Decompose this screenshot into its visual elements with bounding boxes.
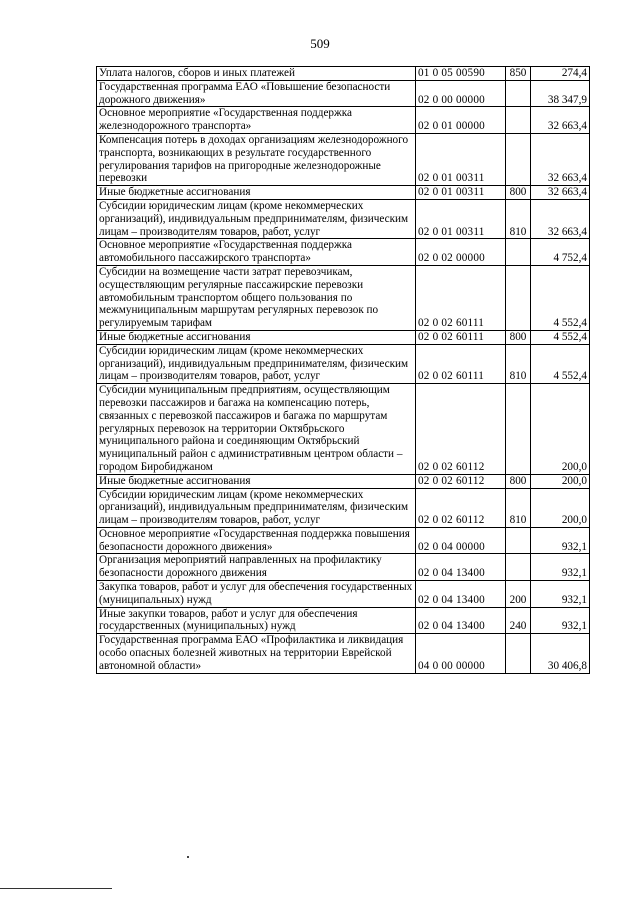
row-expense-type: 850 [506,67,531,81]
table-row [97,474,590,488]
row-target-code: 04 0 00 00000 [416,634,506,673]
row-description: Иные закупки товаров, работ и услуг для обеспечения государственных (муниципальных) нужд [97,607,416,634]
row-amount: 4 552,4 [531,330,590,344]
row-expense-type [506,634,531,673]
row-expense-type: 800 [506,186,531,200]
row-description: Основное мероприятие «Государственная поддержка железнодорожного транспорта» [97,107,416,134]
row-expense-type [506,554,531,581]
row-expense-type [506,107,531,134]
row-amount: 200,0 [531,384,590,475]
row-expense-type: 810 [506,344,531,383]
row-expense-type: 200 [506,581,531,608]
table-row [97,265,590,330]
row-description: Иные бюджетные ассигнования [97,474,416,488]
table-row [97,330,590,344]
row-amount: 932,1 [531,554,590,581]
table-row [97,488,590,527]
row-target-code: 02 0 00 00000 [416,80,506,107]
row-amount: 32 663,4 [531,133,590,185]
row-amount: 38 347,9 [531,80,590,107]
row-amount: 4 552,4 [531,265,590,330]
row-description: Иные бюджетные ассигнования [97,186,416,200]
footnote-rule [0,888,112,889]
table-row [97,133,590,185]
page-number: 509 [310,36,330,51]
row-target-code: 02 0 04 00000 [416,527,506,554]
row-expense-type [506,80,531,107]
row-description: Субсидии юридическим лицам (кроме некоммерческих организаций), индивидуальным предпринимателям, физическим лицам – производителям товаров, работ, услуг [97,488,416,527]
table-row [97,581,590,608]
table-row [97,634,590,673]
row-description: Иные бюджетные ассигнования [97,330,416,344]
row-expense-type [506,527,531,554]
table-row [97,239,590,266]
row-expense-type: 800 [506,474,531,488]
budget-table [96,66,590,674]
table-row [97,384,590,475]
row-amount: 932,1 [531,581,590,608]
table-row [97,554,590,581]
row-amount: 4 552,4 [531,344,590,383]
table-row [97,199,590,238]
row-description: Субсидии юридическим лицам (кроме некоммерческих организаций), индивидуальным предпринимателям, физическим лицам – производителям товаров, работ, услуг [97,199,416,238]
row-target-code: 02 0 02 60112 [416,384,506,475]
table-row [97,67,590,81]
row-target-code: 02 0 02 00000 [416,239,506,266]
table-row [97,186,590,200]
table-row [97,80,590,107]
row-description: Уплата налогов, сборов и иных платежей [97,67,416,81]
row-amount: 32 663,4 [531,186,590,200]
row-description: Компенсация потерь в доходах организациям железнодорожного транспорта, возникающих в результате государственного регулирования тарифов на пригородные железнодорожные перевозки [97,133,416,185]
row-target-code: 02 0 01 00311 [416,133,506,185]
row-expense-type [506,239,531,266]
row-amount: 32 663,4 [531,107,590,134]
row-target-code: 02 0 04 13400 [416,554,506,581]
row-target-code: 02 0 02 60112 [416,488,506,527]
table-row [97,107,590,134]
row-target-code: 02 0 01 00311 [416,186,506,200]
row-amount: 200,0 [531,474,590,488]
row-description: Государственная программа ЕАО «Профилактика и ликвидация особо опасных болезней животных на территории Еврейской автономной области» [97,634,416,673]
row-amount: 32 663,4 [531,199,590,238]
row-description: Субсидии на возмещение части затрат перевозчикам, осуществляющим регулярные пассажирские перевозки автомобильным транспортом общего пользования по межмуниципальным маршрутам регулярных перевозок по регулируемым тарифам [97,265,416,330]
scan-speck [187,856,189,858]
row-expense-type: 810 [506,199,531,238]
row-amount: 200,0 [531,488,590,527]
row-description: Субсидии муниципальным предприятиям, осуществляющим перевозки пассажиров и багажа на компенсацию потерь, связанных с перевозкой пассажиров и багажа по маршрутам регулярных перевозок на территории Октябрьского муниципального района и соединяющим Октябрьский муниципальный район с административным центром области – городом Биробиджаном [97,384,416,475]
table-row [97,344,590,383]
row-expense-type: 810 [506,488,531,527]
row-description: Закупка товаров, работ и услуг для обеспечения государственных (муниципальных) нужд [97,581,416,608]
row-description: Государственная программа ЕАО «Повышение безопасности дорожного движения» [97,80,416,107]
table-row [97,527,590,554]
row-expense-type [506,133,531,185]
row-target-code: 01 0 05 00590 [416,67,506,81]
row-target-code: 02 0 02 60111 [416,330,506,344]
row-amount: 274,4 [531,67,590,81]
row-target-code: 02 0 01 00000 [416,107,506,134]
row-description: Основное мероприятие «Государственная поддержка повышения безопасности дорожного движения» [97,527,416,554]
row-expense-type: 240 [506,607,531,634]
row-description: Организация мероприятий направленных на профилактику безопасности дорожного движения [97,554,416,581]
row-target-code: 02 0 01 00311 [416,199,506,238]
row-amount: 932,1 [531,607,590,634]
row-target-code: 02 0 02 60111 [416,344,506,383]
row-amount: 30 406,8 [531,634,590,673]
row-amount: 932,1 [531,527,590,554]
row-expense-type [506,384,531,475]
row-expense-type: 800 [506,330,531,344]
row-target-code: 02 0 02 60111 [416,265,506,330]
row-expense-type [506,265,531,330]
row-target-code: 02 0 04 13400 [416,581,506,608]
row-target-code: 02 0 04 13400 [416,607,506,634]
row-target-code: 02 0 02 60112 [416,474,506,488]
table-row [97,607,590,634]
row-amount: 4 752,4 [531,239,590,266]
row-description: Субсидии юридическим лицам (кроме некоммерческих организаций), индивидуальным предпринимателям, физическим лицам – производителям товаров, работ, услуг [97,344,416,383]
row-description: Основное мероприятие «Государственная поддержка автомобильного пассажирского транспорта» [97,239,416,266]
